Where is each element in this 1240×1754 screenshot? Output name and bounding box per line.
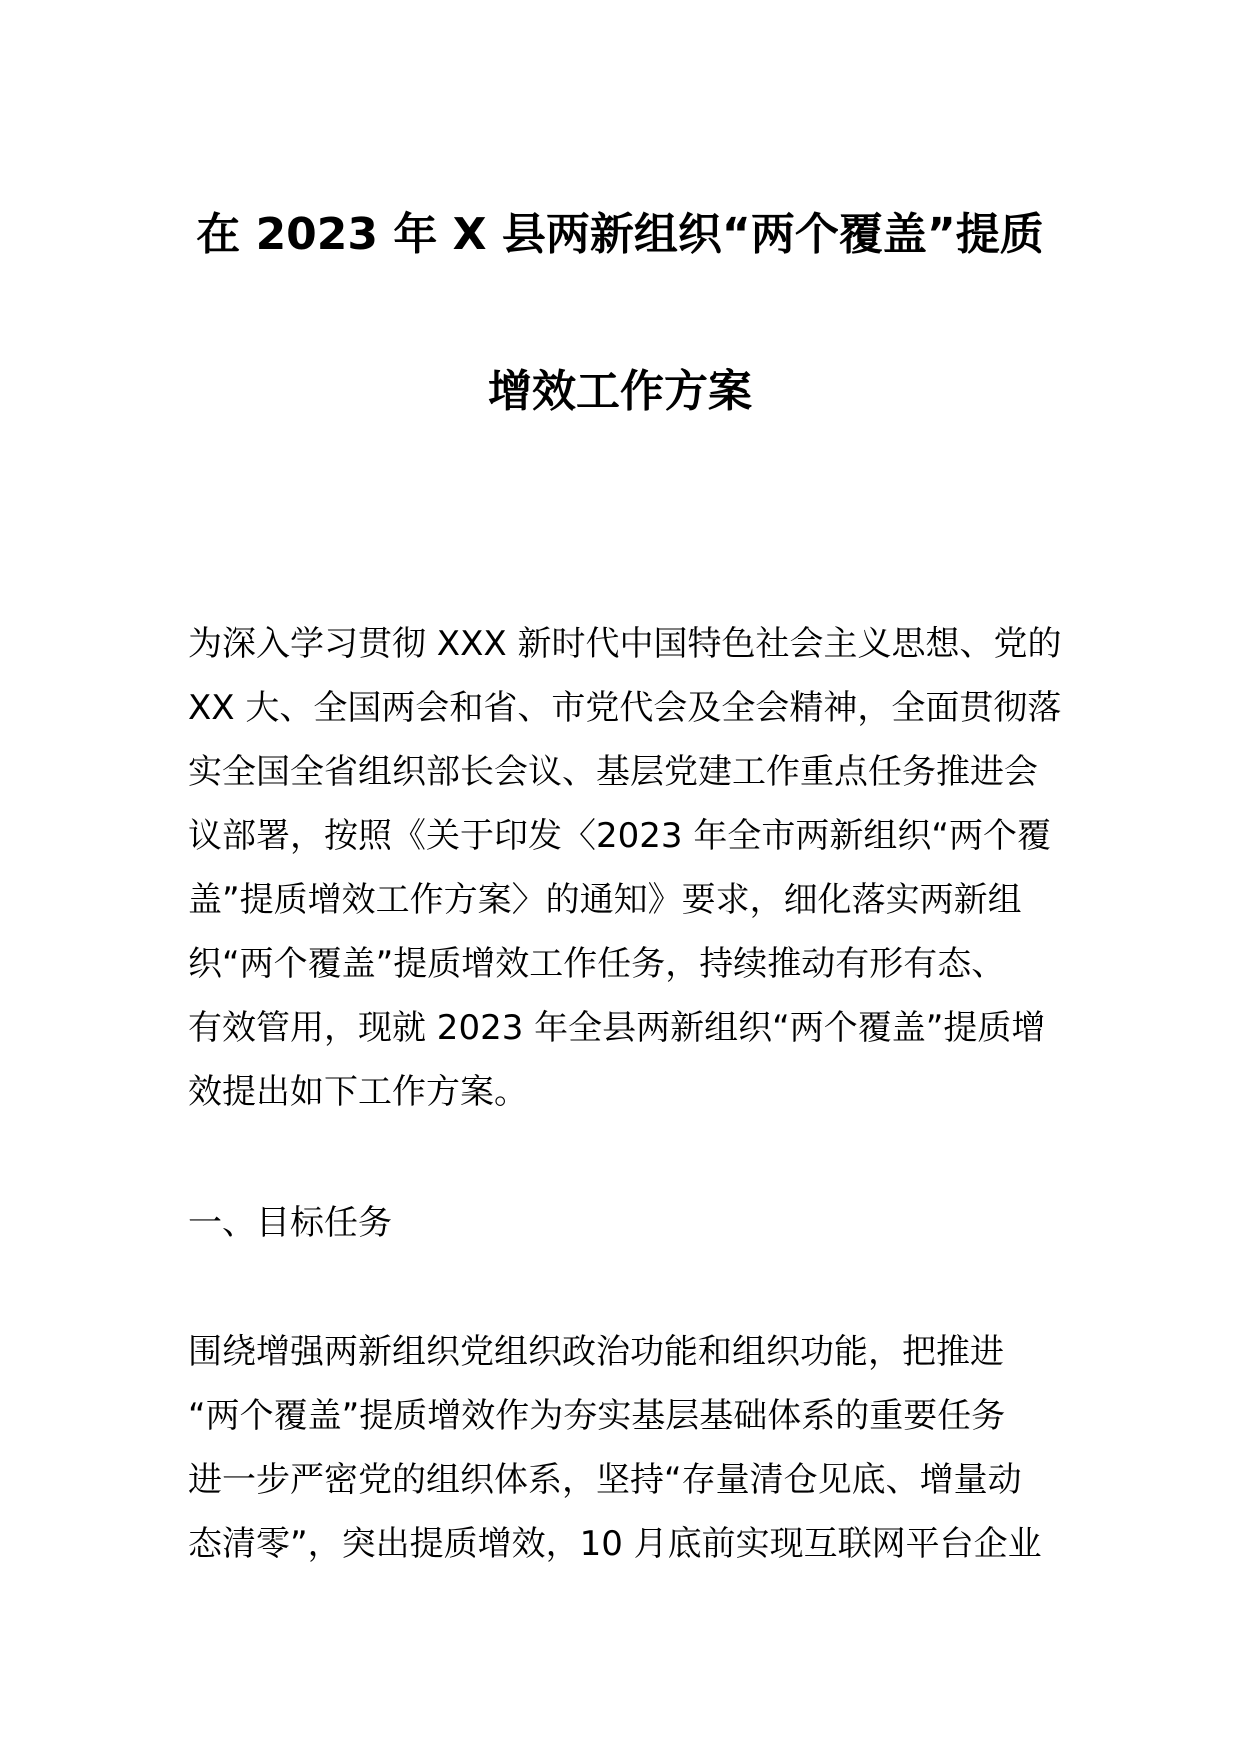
paragraph-line: XX 大、全国两会和省、市党代会及全会精神，全面贯彻落	[188, 688, 1062, 728]
paragraph-line: 围绕增强两新组织党组织政治功能和组织功能，把推进	[188, 1332, 1004, 1372]
paragraph-line: 议部署，按照《关于印发〈2023 年全市两新组织“两个覆	[188, 816, 1051, 856]
paragraph-line: 态清零”，突出提质增效，10 月底前实现互联网平台企业	[188, 1524, 1042, 1564]
paragraph-line: 进一步严密党的组织体系，坚持“存量清仓见底、增量动	[188, 1460, 1022, 1500]
goals-paragraph	[188, 1320, 1058, 1576]
paragraph-line: 有效管用，现就 2023 年全县两新组织“两个覆盖”提质增	[188, 1008, 1046, 1048]
paragraph-line: 效提出如下工作方案。	[188, 1072, 528, 1112]
document-title-line-1: 在 2023 年 X 县两新组织“两个覆盖”提质	[196, 209, 1044, 260]
intro-paragraph	[188, 612, 1062, 1124]
paragraph-line: 织“两个覆盖”提质增效工作任务，持续推动有形有态、	[188, 944, 1006, 984]
paragraph-line: 盖”提质增效工作方案〉的通知》要求，细化落实两新组	[188, 880, 1022, 920]
section-heading-goals: 一、目标任务	[188, 1203, 392, 1243]
document-title-line-2: 增效工作方案	[488, 366, 752, 417]
paragraph-line: 为深入学习贯彻 XXX 新时代中国特色社会主义思想、党的	[188, 624, 1062, 664]
paragraph-line: 实全国全省组织部长会议、基层党建工作重点任务推进会	[188, 752, 1038, 792]
paragraph-line: “两个覆盖”提质增效作为夯实基层基础体系的重要任务	[188, 1396, 1006, 1436]
